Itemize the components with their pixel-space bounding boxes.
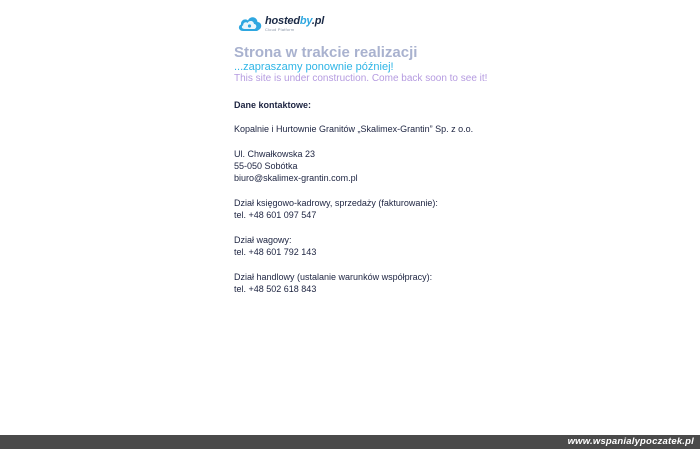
dept-sales-phone: tel. +48 601 097 547 (234, 210, 317, 221)
footer-bar (0, 435, 700, 449)
logo-brand (265, 16, 324, 27)
logo-tagline: Cloud Platform (265, 27, 295, 32)
subtitle-polish: ...zapraszamy ponownie później! (234, 61, 394, 73)
address-street: Ul. Chwałkowska 23 (234, 148, 316, 159)
cloud-icon (237, 14, 263, 34)
logo-brand-by: by (299, 15, 312, 27)
page-title: Strona w trakcie realizacji (234, 44, 418, 61)
main-content (234, 13, 654, 295)
dept-trade-label: Dział handlowy (ustalanie warunków współpracy): (234, 271, 433, 282)
address-city: 55-050 Sobótka (234, 161, 298, 172)
subtitle-english: This site is under construction. Come back soon to see it! (234, 73, 488, 84)
hostedby-logo[interactable] (237, 13, 654, 35)
company-name: Kopalnie i Hurtownie Granitów „Skalimex-Grantin” Sp. z o.o. (234, 124, 474, 135)
logo-brand-tld: .pl (311, 15, 325, 27)
contact-email[interactable]: biuro@skalimex-grantin.com.pl (234, 173, 358, 184)
dept-sales-label: Dział księgowo-kadrowy, sprzedaży (fakturowanie): (234, 198, 438, 209)
dept-trade-phone: tel. +48 502 618 843 (234, 284, 317, 295)
dept-weight-label: Dział wagowy: (234, 234, 292, 245)
logo-wordmark (265, 16, 324, 32)
contact-heading: Dane kontaktowe: (234, 100, 312, 110)
footer-link[interactable]: www.wspanialypoczatek.pl (567, 436, 694, 447)
logo-brand-main: hosted (265, 15, 300, 27)
dept-weight-phone: tel. +48 601 792 143 (234, 247, 317, 258)
